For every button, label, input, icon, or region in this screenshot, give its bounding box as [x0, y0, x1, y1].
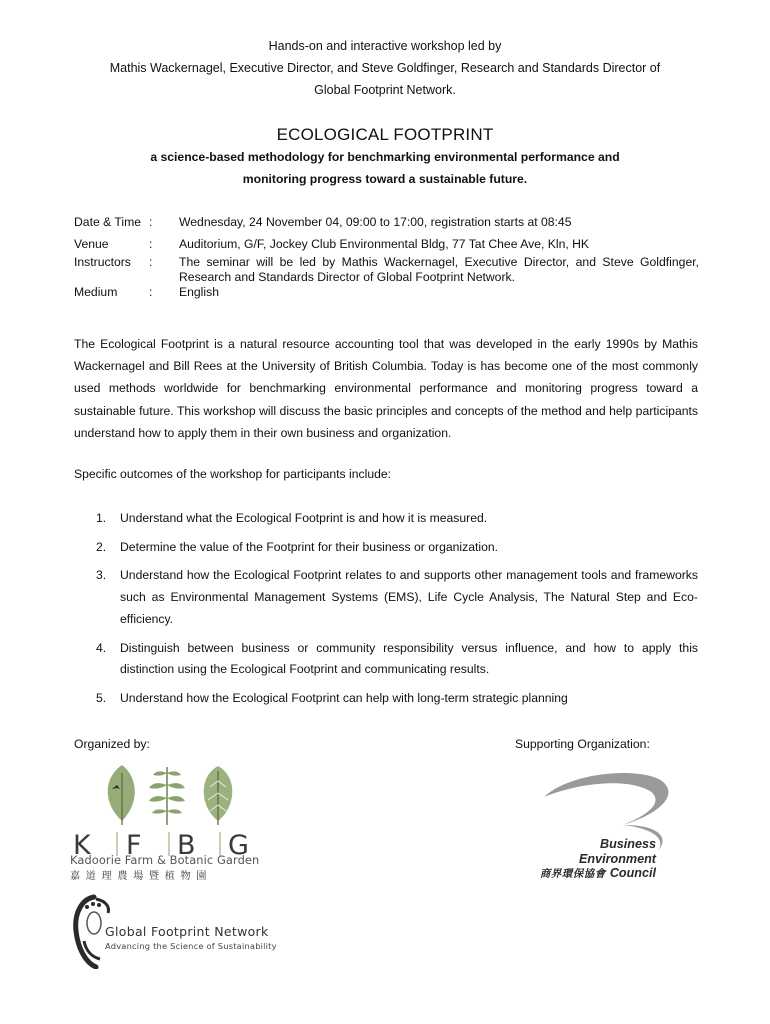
detail-colon: : — [149, 255, 153, 269]
list-item — [74, 508, 698, 530]
list-text: Determine the value of the Footprint for their business or organization. — [120, 539, 499, 554]
detail-value: The seminar will be led by Mathis Wackernagel, Executive Director, and Steve Goldfinger, Research and Standards Director of Global Footprint Network. — [179, 255, 699, 284]
subtitle-line-2: monitoring progress toward a sustainable future. — [242, 172, 528, 186]
kfbg-logo — [70, 757, 275, 882]
kfbg-letter: K — [73, 830, 91, 861]
detail-value: Auditorium, G/F, Jockey Club Environmental Bldg, 77 Tat Chee Ave, Kln, HK — [179, 237, 590, 251]
list-text: Understand how the Ecological Footprint relates to and supports other management tools and frameworks such as Environmental Management Systems (EMS), Life Cycle Analysis, The Natural Step and Eco-efficiency. — [120, 568, 698, 626]
kfbg-letter: G — [228, 830, 249, 861]
outcomes-intro: Specific outcomes of the workshop for participants include: — [74, 467, 392, 481]
organized-by-label: Organized by: — [74, 737, 150, 751]
intro-paragraph: The Ecological Footprint is a natural resource accounting tool that was developed in the early 1990s by Mathis Wackernagel and Bill Rees at the University of British Columbia. Today is has become one of the most commonly used methods worldwide for benchmarking environmental performance and monitoring progress toward a sustainable future. This workshop will discuss the basic principles and concepts of the method and help participants understand how to apply them in their own business and organization. — [74, 337, 698, 440]
detail-row-date — [74, 215, 699, 230]
supporting-organization-label: Supporting Organization: — [515, 737, 650, 751]
list-number: 5. — [96, 690, 107, 705]
detail-row-medium — [74, 285, 699, 300]
bec-line-3: Council — [609, 866, 656, 880]
outcomes-list — [74, 508, 698, 717]
list-item — [74, 565, 698, 630]
list-number: 4. — [96, 640, 107, 655]
bec-line-1: Business — [600, 837, 656, 851]
list-item — [74, 638, 698, 681]
bec-line-3-wrap — [540, 866, 656, 882]
detail-colon: : — [149, 237, 153, 251]
list-text: Understand how the Ecological Footprint can help with long-term strategic planning — [120, 690, 568, 705]
detail-label: Venue — [74, 237, 109, 251]
detail-label: Medium — [74, 285, 118, 299]
gfn-tagline: Advancing the Science of Sustainability — [105, 941, 277, 951]
detail-label: Date & Time — [74, 215, 142, 229]
detail-colon: : — [149, 285, 153, 299]
list-number: 1. — [96, 511, 107, 525]
gfn-logo — [72, 893, 282, 973]
list-text: Understand what the Ecological Footprint is and how it is measured. — [120, 511, 488, 525]
bec-name — [540, 837, 656, 882]
kfbg-chinese-name: 嘉道理農場暨植物園 — [70, 871, 213, 882]
list-item — [74, 688, 698, 710]
document-title: ECOLOGICAL FOOTPRINT — [276, 125, 494, 144]
header-line-1: Hands-on and interactive workshop led by — [268, 39, 502, 53]
event-details — [74, 215, 699, 300]
detail-value: Wednesday, 24 November 04, 09:00 to 17:00, registration starts at 08:45 — [179, 215, 572, 229]
list-number: 3. — [96, 568, 107, 583]
bec-logo — [512, 767, 672, 887]
kfbg-letter: F — [126, 830, 142, 861]
gfn-name: Global Footprint Network — [105, 924, 269, 939]
bec-line-2: Environment — [579, 851, 656, 866]
detail-colon: : — [149, 215, 153, 229]
kfbg-trees-icon — [100, 763, 275, 825]
header-line-2: Mathis Wackernagel, Executive Director, and Steve Goldfinger, Research and Standards Director of — [109, 61, 661, 75]
kfbg-name: Kadoorie Farm & Botanic Garden — [70, 853, 260, 867]
list-item — [74, 537, 698, 559]
list-number: 2. — [96, 539, 107, 554]
bec-chinese-name: 商界環保協會 — [539, 868, 606, 880]
detail-row-instructors — [74, 255, 699, 285]
detail-label: Instructors — [74, 255, 131, 269]
kfbg-letter: B — [177, 830, 196, 861]
detail-row-venue — [74, 237, 699, 252]
list-text: Distinguish between business or community responsibility versus influence, and how to apply this distinction using the Ecological Footprint and communicating results. — [120, 640, 698, 677]
detail-value: English — [179, 285, 219, 299]
header-line-3: Global Footprint Network. — [314, 83, 456, 97]
subtitle-line-1: a science-based methodology for benchmarking environmental performance and — [150, 150, 620, 164]
